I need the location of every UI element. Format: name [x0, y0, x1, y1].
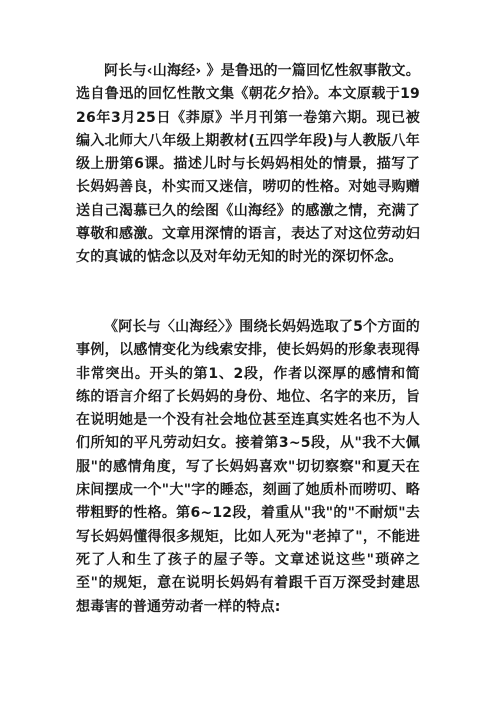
body-paragraph-2: 《阿长与〈山海经〉》围绕长妈妈选取了5个方面的事例，以感情变化为线索安排，使长妈妈的形象表现得非常突出。开头的第1、2段，作者以深厚的感情和简练的语言介绍了长妈妈的身份、地位、名字的来历，旨在说明她是一个没有社会地位甚至连真实姓名也不为人们所知的平凡劳动妇女。接着第3~5段，从"我不大佩服"的感情角度，写了长妈妈喜欢"切切察察"和夏天在床间摆成一个"大"字的睡态，刻画了她质朴而唠叨、略带粗野的性格。第6~12段，着重从"我"的"不耐烦"去写长妈妈懂得很多规矩，比如人死为"老掉了"，不能进死了人和生了孩子的屋子等。文章述说这些"琐碎之至"的规矩，意在说明长妈妈有着跟千百万深受封建思想毒害的普通劳动者一样的特点: [76, 319, 420, 615]
body-paragraph-1: 阿长与‹山海经› 》是鲁迅的一篇回忆性叙事散文。选自鲁迅的回忆性散文集《朝花夕拾》。本文原载于1926年3月25日《莽原》半月刊第一卷第六期。现已被编入北师大八年级上期教材(五四学年段)与人教版八年级上册第6课。描述儿时与长妈妈相处的情景，描写了长妈妈善良，朴实而又迷信，唠叨的性格。对她寻购赠送自己渴慕已久的绘图《山海经》的感激之情，充满了尊敬和感激。文章用深情的语言，表达了对这位劳动妇女的真诚的惦念以及对年幼无知的时光的深切怀念。 [76, 63, 420, 266]
